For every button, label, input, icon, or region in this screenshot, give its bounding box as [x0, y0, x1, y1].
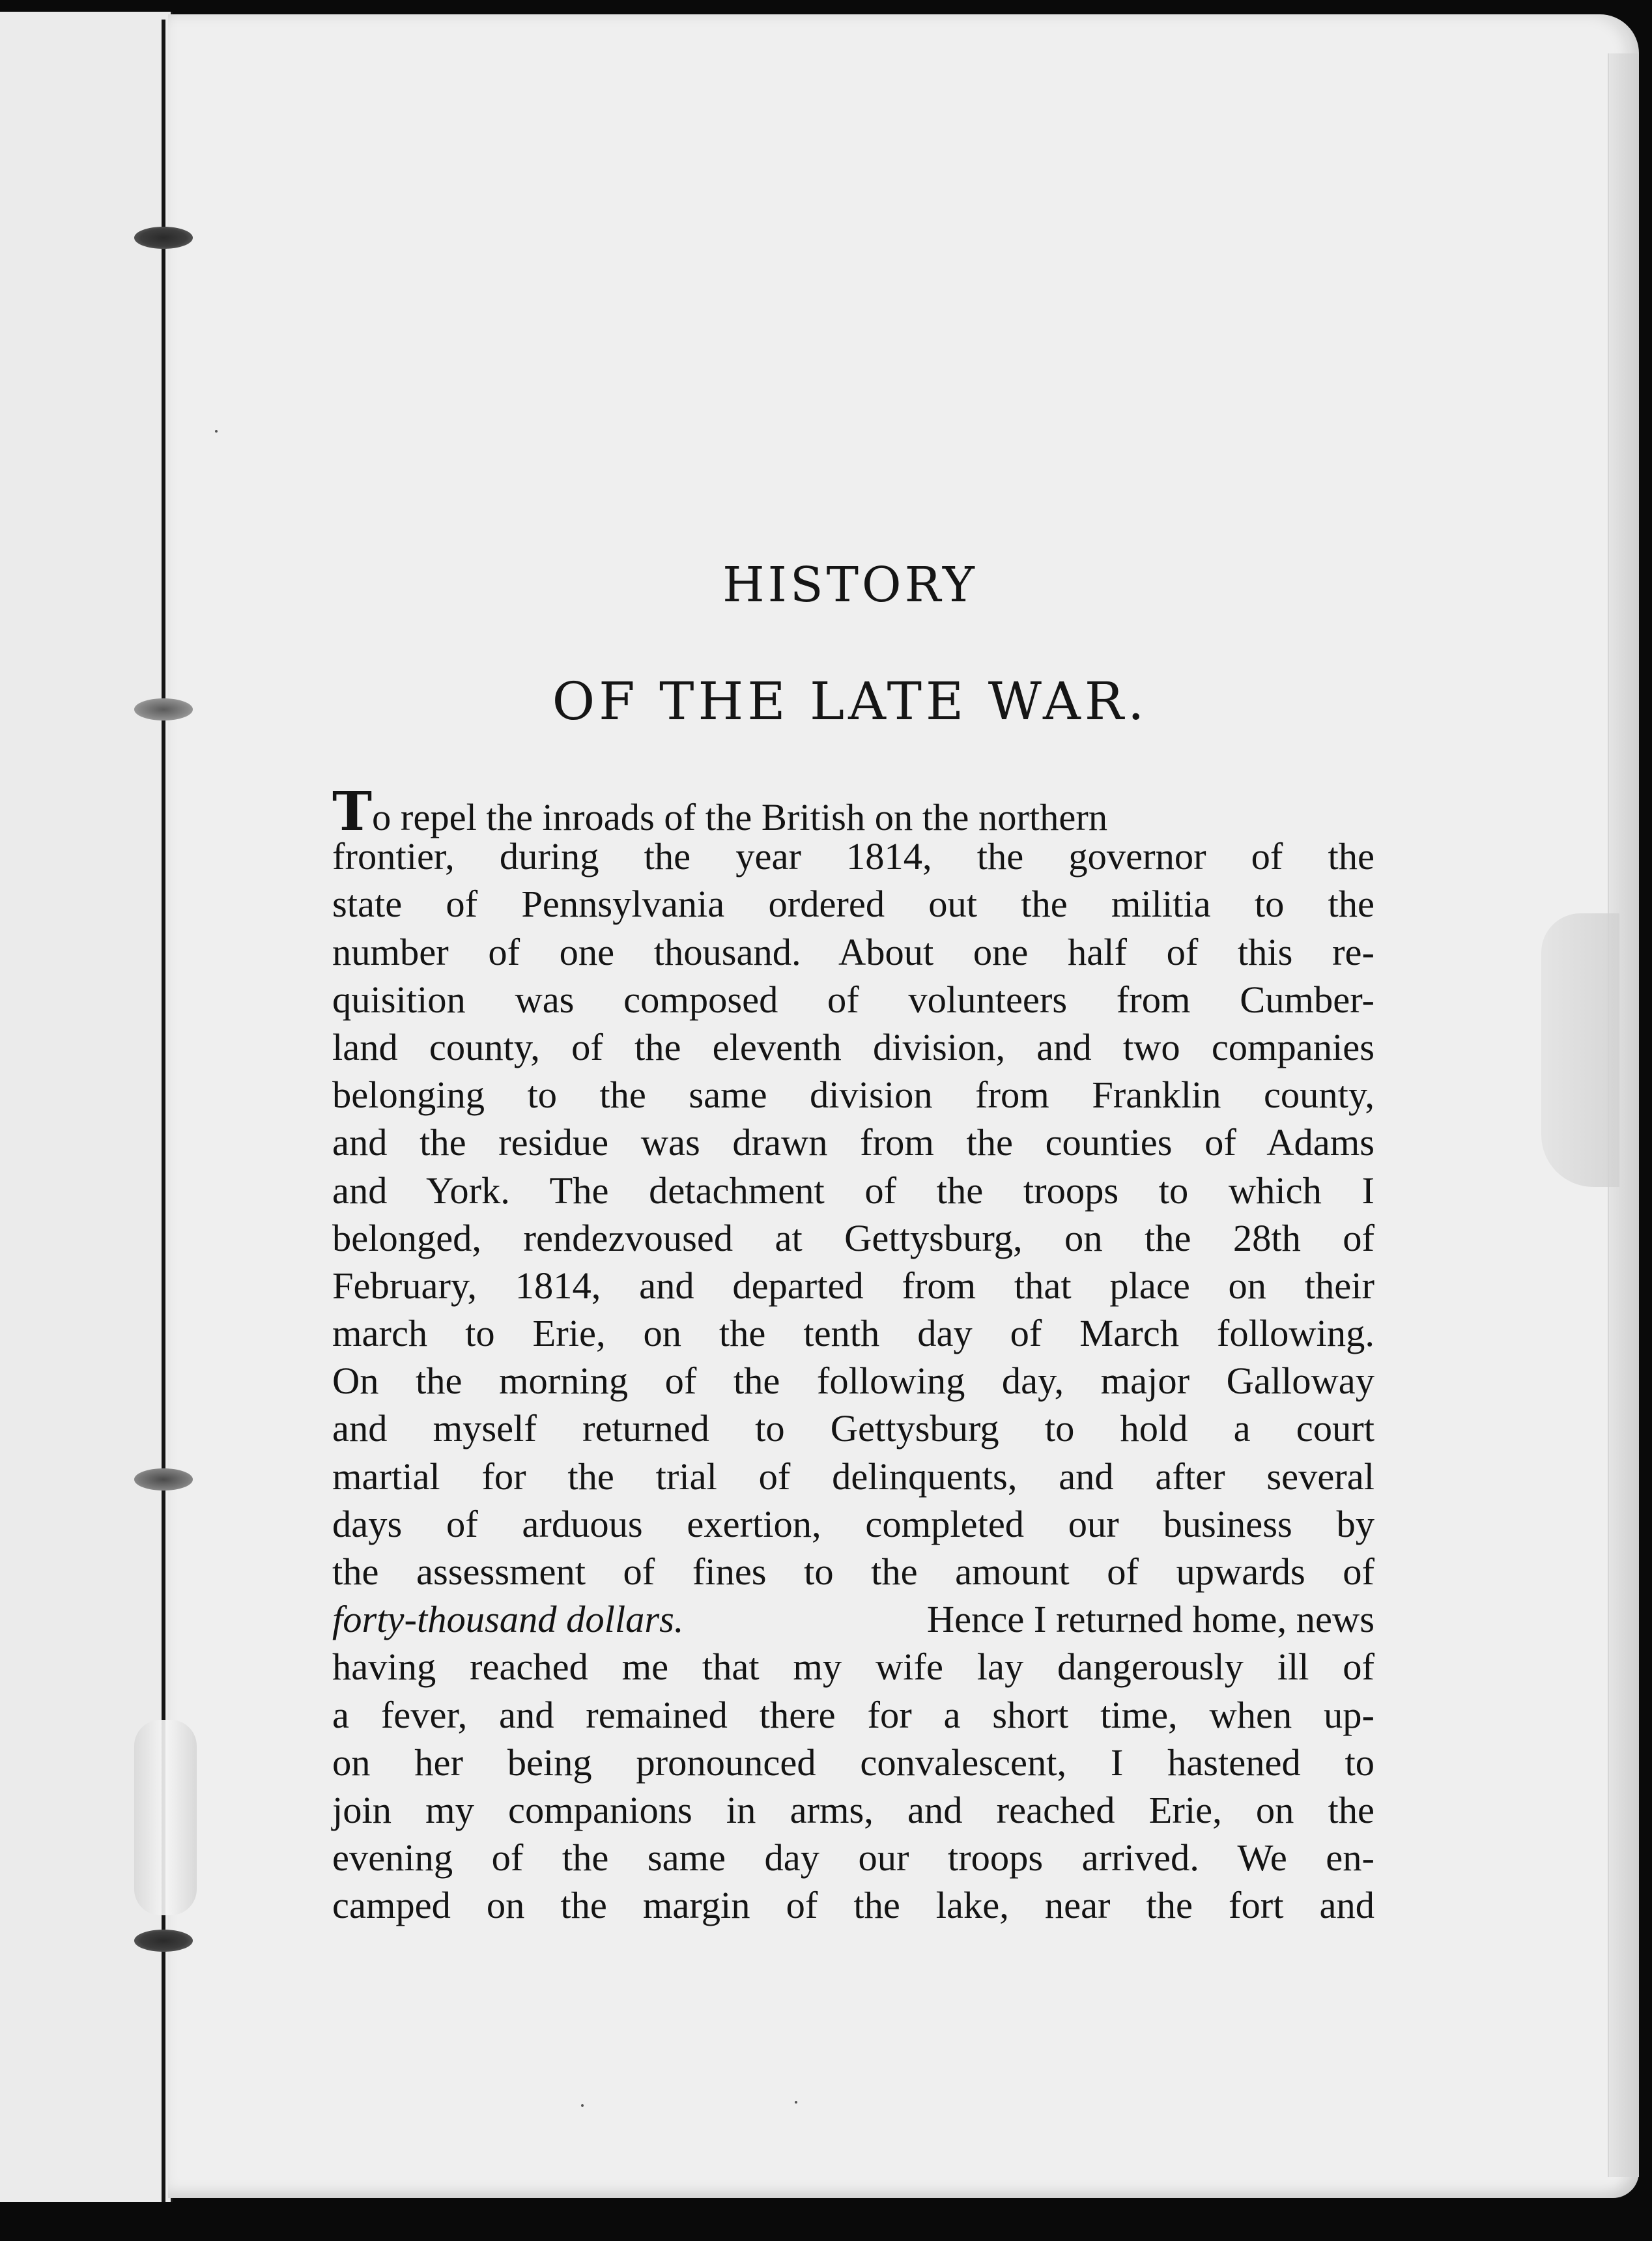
text-line	[332, 1595, 1374, 1643]
binding-stitch	[134, 1468, 193, 1491]
text-line: and the residue was drawn from the counties of Adams	[332, 1121, 1374, 1164]
text-line: march to Erie, on the tenth day of March following.	[332, 1312, 1374, 1355]
text-line: On the morning of the following day, major Galloway	[332, 1360, 1374, 1403]
text-line: on her being pronounced convalescent, I hastened to	[332, 1741, 1374, 1784]
drop-cap: T	[332, 780, 373, 843]
text-line: and myself returned to Gettysburg to hold a court	[332, 1407, 1374, 1450]
text-line: number of one thousand. About one half of this re-	[332, 930, 1374, 973]
dust-speck	[795, 2101, 797, 2104]
first-line-rest: o repel the inroads of the British on the northern	[372, 796, 1108, 838]
italic-phrase: forty-thousand dollars.	[332, 1598, 684, 1641]
text-line: days of arduous exertion, completed our business by	[332, 1502, 1374, 1545]
dust-speck	[215, 430, 218, 433]
text-line: camped on the margin of the lake, near the fort and	[332, 1884, 1374, 1927]
text-line: state of Pennsylvania ordered out the militia to the	[332, 883, 1374, 926]
text-line: quisition was composed of volunteers from Cumber-	[332, 978, 1374, 1021]
chapter-subtitle: OF THE LATE WAR.	[552, 671, 1148, 732]
page-stain	[1541, 913, 1619, 1187]
text-line: the assessment of fines to the amount of upwards of	[332, 1550, 1374, 1593]
text-line	[332, 780, 1374, 843]
text-line: join my companions in arms, and reached Erie, on the	[332, 1788, 1374, 1831]
text-line: having reached me that my wife lay dangerously ill of	[332, 1646, 1374, 1689]
text-line: belonged, rendezvoused at Gettysburg, on the 28th of	[332, 1216, 1374, 1259]
text-line: evening of the same day our troops arrived. We en-	[332, 1836, 1374, 1879]
text-line: belonging to the same division from Franklin county,	[332, 1074, 1374, 1117]
text-line: frontier, during the year 1814, the governor of the	[332, 835, 1374, 878]
dust-speck	[581, 2104, 584, 2107]
binding-stitch	[134, 227, 193, 249]
chapter-title: HISTORY	[722, 557, 978, 613]
line-rest: Hence I returned home, news	[926, 1598, 1374, 1641]
spine-tear	[134, 1720, 197, 1915]
binding-stitch	[134, 1930, 193, 1952]
text-line: February, 1814, and departed from that place on their	[332, 1264, 1374, 1307]
text-line: and York. The detachment of the troops to which I	[332, 1169, 1374, 1212]
text-line: land county, of the eleventh division, and two companies	[332, 1025, 1374, 1068]
binding-stitch	[134, 698, 193, 721]
text-line: a fever, and remained there for a short time, when up-	[332, 1693, 1374, 1736]
text-line: martial for the trial of delinquents, and after several	[332, 1455, 1374, 1498]
body-text	[332, 780, 1374, 1930]
